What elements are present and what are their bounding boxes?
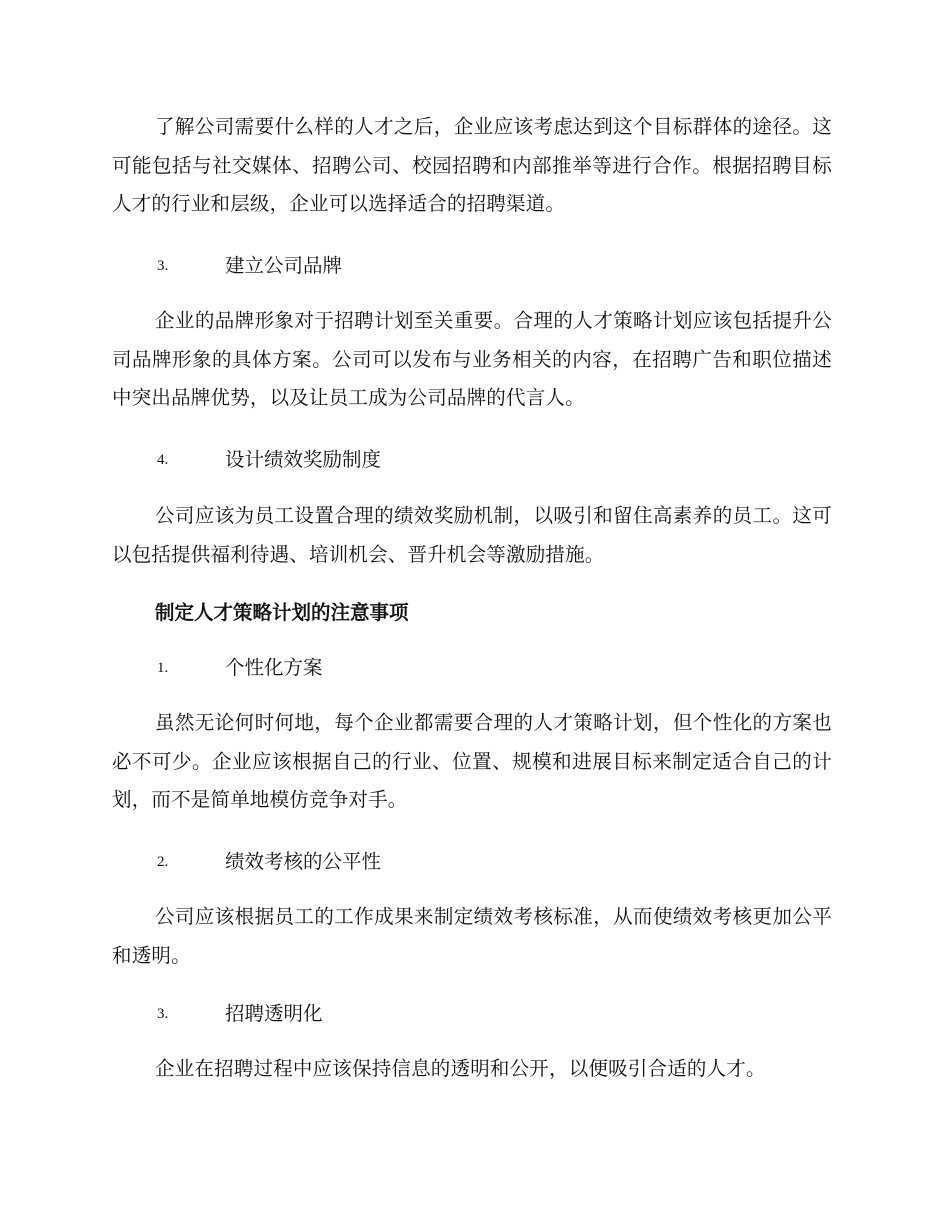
list-number: 2. [157,854,169,870]
paragraph-personalization: 虽然无论何时何地，每个企业都需要合理的人才策略计划，但个性化的方案也必不可少。企业应该根据自己的行业、位置、规模和进展目标来制定适合自己的计划，而不是简单地模仿竞争对手。 [112,711,832,811]
paragraph-brand-image: 企业的品牌形象对于招聘计划至关重要。合理的人才策略计划应该包括提升公司品牌形象的具体方案。公司可以发布与业务相关的内容，在招聘广告和职位描述中突出品牌优势，以及让员工成为公司品牌的代言人。 [112,309,832,409]
paragraph-reward-mechanism: 公司应该为员工设置合理的绩效奖励机制，以吸引和留住高素养的员工。这可以包括提供福利待遇、培训机会、晋升机会等激励措施。 [112,504,832,566]
section-heading: 制定人才策略计划的注意事项 [155,601,409,624]
list-number: 4. [157,452,169,468]
list-number: 1. [157,660,169,676]
paragraph-transparency: 企业在招聘过程中应该保持信息的透明和公开，以便吸引合适的人才。 [155,1057,766,1080]
paragraph-recruitment-channels: 了解公司需要什么样的人才之后，企业应该考虑达到这个目标群体的途径。这可能包括与社交媒体、招聘公司、校园招聘和内部推举等进行合作。根据招聘目标人才的行业和层级，企业可以选择适合的招聘渠道。 [112,115,832,215]
list-label: 绩效考核的公平性 [225,850,382,873]
paragraph-fair-assessment: 公司应该根据员工的工作成果来制定绩效考核标准，从而使绩效考核更加公平和透明。 [112,905,832,967]
list-label: 建立公司品牌 [225,254,343,277]
list-label: 招聘透明化 [225,1002,323,1025]
list-label: 个性化方案 [225,656,323,679]
list-label: 设计绩效奖励制度 [225,448,382,471]
list-number: 3. [157,258,169,274]
list-number: 3. [157,1006,169,1022]
